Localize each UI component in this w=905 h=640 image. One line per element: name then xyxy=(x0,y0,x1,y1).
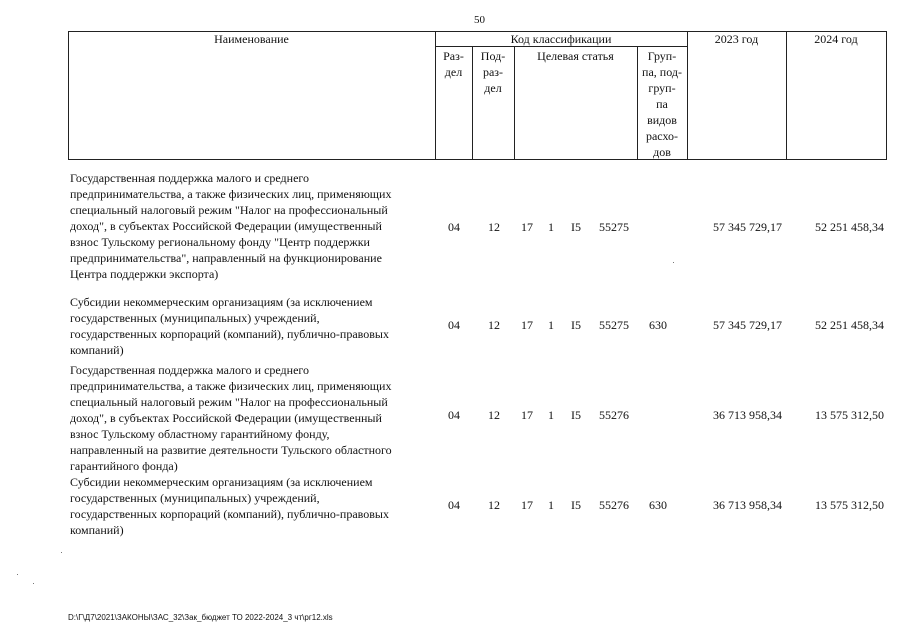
row-amount-2024: 52 251 458,34 xyxy=(815,318,884,332)
row-amount-2024: 13 575 312,50 xyxy=(815,408,884,422)
header-section: Раз- дел xyxy=(443,49,464,79)
row-name: Государственная поддержка малого и среднего предпринимательства, а также физических лиц, применяющих специальный налоговый режим "Налог на профессиональный доход", в субъектах Российской Федерации (имущественный взнос Тульскому региональному фонду "Центр поддержки предпринимательства", направленный на функционирование Центра поддержки экспорта) xyxy=(70,171,392,281)
row-target-program: 17 xyxy=(521,318,533,332)
row-target-direction: 55275 xyxy=(599,318,629,332)
row-target-project: I5 xyxy=(571,498,581,512)
row-target-subprogram: 1 xyxy=(548,220,554,234)
header-subsection: Под- раз- дел xyxy=(480,49,506,95)
row-section: 04 xyxy=(448,220,460,234)
row-name: Субсидии некоммерческим организациям (за исключением государственных (муниципальных) учреждений, государственных корпораций (компаний), публично-правовых компаний) xyxy=(70,295,389,357)
file-path-footer: D:\Г\Д7\2021\ЗАКОНЫ\ЗАС_32\Зак_бюджет ТО 2022-2024_3 чт\рг12.xls xyxy=(68,613,333,622)
row-group: 630 xyxy=(649,318,667,332)
row-amount-2023: 57 345 729,17 xyxy=(713,220,782,234)
header-name: Наименование xyxy=(214,32,289,46)
row-target-project: I5 xyxy=(571,318,581,332)
row-amount-2024: 13 575 312,50 xyxy=(815,498,884,512)
row-target-program: 17 xyxy=(521,220,533,234)
row-subsection: 12 xyxy=(488,408,500,422)
row-amount-2023: 36 713 958,34 xyxy=(713,408,782,422)
row-section: 04 xyxy=(448,498,460,512)
scan-speck xyxy=(61,552,62,553)
header-target-article: Целевая статья xyxy=(537,49,614,63)
row-section: 04 xyxy=(448,318,460,332)
row-amount-2023: 36 713 958,34 xyxy=(713,498,782,512)
header-year-2023: 2023 год xyxy=(714,32,759,46)
row-target-project: I5 xyxy=(571,408,581,422)
row-amount-2023: 57 345 729,17 xyxy=(713,318,782,332)
header-group: Груп- па, под- груп- па видов расхо- дов xyxy=(642,49,682,159)
row-amount-2024: 52 251 458,34 xyxy=(815,220,884,234)
header-classification: Код классификации xyxy=(510,32,612,46)
row-target-subprogram: 1 xyxy=(548,498,554,512)
row-group: 630 xyxy=(649,498,667,512)
page-number: 50 xyxy=(474,14,485,26)
row-target-program: 17 xyxy=(521,498,533,512)
row-target-project: I5 xyxy=(571,220,581,234)
row-subsection: 12 xyxy=(488,498,500,512)
row-target-direction: 55275 xyxy=(599,220,629,234)
row-subsection: 12 xyxy=(488,220,500,234)
header-year-2024: 2024 год xyxy=(814,32,858,46)
row-name: Государственная поддержка малого и среднего предпринимательства, а также физических лиц, применяющих специальный налоговый режим "Налог на профессиональный доход", в субъектах Российской Федерации (имущественный взнос Тульскому областному гарантийному фонду, направленный на развитие деятельности Тульского областного гарантийного фонда) xyxy=(70,363,392,473)
row-target-direction: 55276 xyxy=(599,408,629,422)
row-target-program: 17 xyxy=(521,408,533,422)
row-target-subprogram: 1 xyxy=(548,318,554,332)
scan-speck xyxy=(17,574,18,575)
scan-speck xyxy=(673,262,674,263)
row-section: 04 xyxy=(448,408,460,422)
row-target-direction: 55276 xyxy=(599,498,629,512)
row-name: Субсидии некоммерческим организациям (за исключением государственных (муниципальных) учреждений, государственных корпораций (компаний), публично-правовых компаний) xyxy=(70,475,389,537)
row-subsection: 12 xyxy=(488,318,500,332)
scan-speck xyxy=(33,583,34,584)
row-target-subprogram: 1 xyxy=(548,408,554,422)
